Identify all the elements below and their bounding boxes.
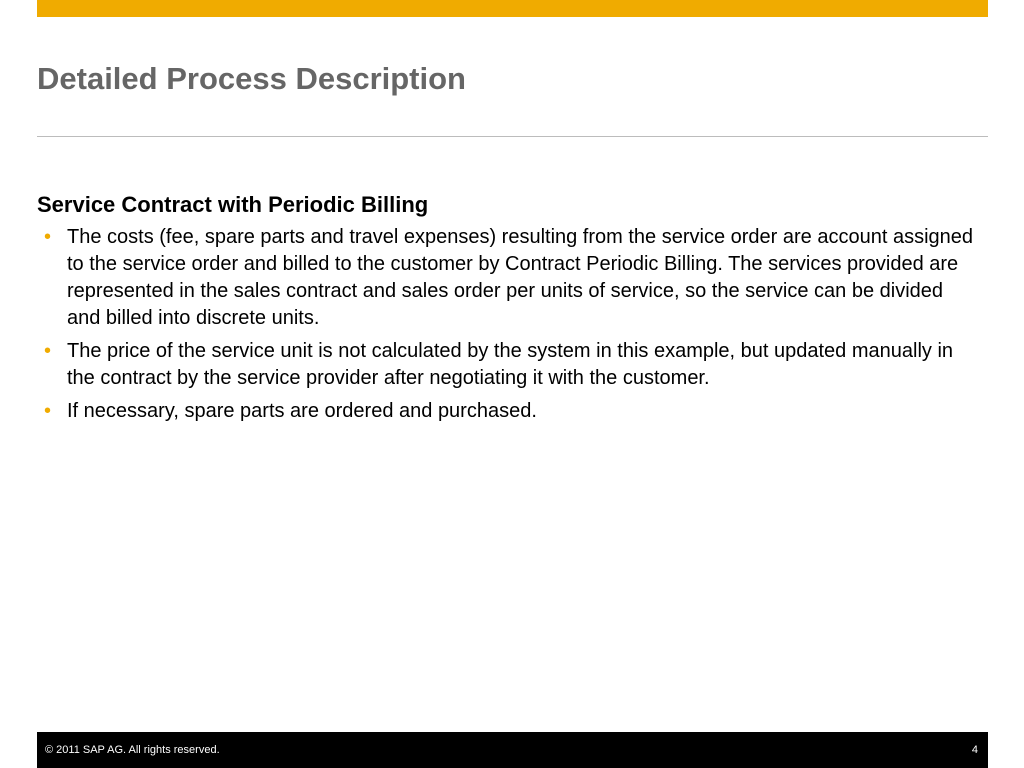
copyright-text: © 2011 SAP AG. All rights reserved. bbox=[45, 744, 220, 756]
bullet-text-3: If necessary, spare parts are ordered and purchased. bbox=[67, 400, 537, 422]
bullet-text-2: The price of the service unit is not calculated by the system in this example, but updated manually in the contract by the service provider after negotiating it with the customer. bbox=[67, 340, 954, 389]
page-number: 4 bbox=[971, 744, 978, 756]
bullet-icon: • bbox=[44, 400, 52, 422]
bullet-icon: • bbox=[44, 226, 52, 248]
slide-content bbox=[37, 190, 977, 431]
footer-bar bbox=[37, 732, 988, 768]
bullet-item-3 bbox=[37, 398, 977, 425]
bullet-item-1 bbox=[37, 224, 977, 332]
bullet-text-1: The costs (fee, spare parts and travel expenses) resulting from the service order are account assigned to the service order and billed to the customer by Contract Periodic Billing. The services provided are represented in the sales contract and sales order per units of service, so the service can be divided and billed into discrete units. bbox=[67, 226, 974, 329]
bullet-list bbox=[37, 224, 977, 425]
bullet-icon: • bbox=[44, 340, 52, 362]
bullet-item-2 bbox=[37, 338, 977, 392]
section-heading: Service Contract with Periodic Billing bbox=[37, 192, 429, 217]
title-divider bbox=[37, 136, 988, 137]
slide-title: Detailed Process Description bbox=[37, 61, 466, 96]
header-accent-bar bbox=[37, 0, 988, 17]
